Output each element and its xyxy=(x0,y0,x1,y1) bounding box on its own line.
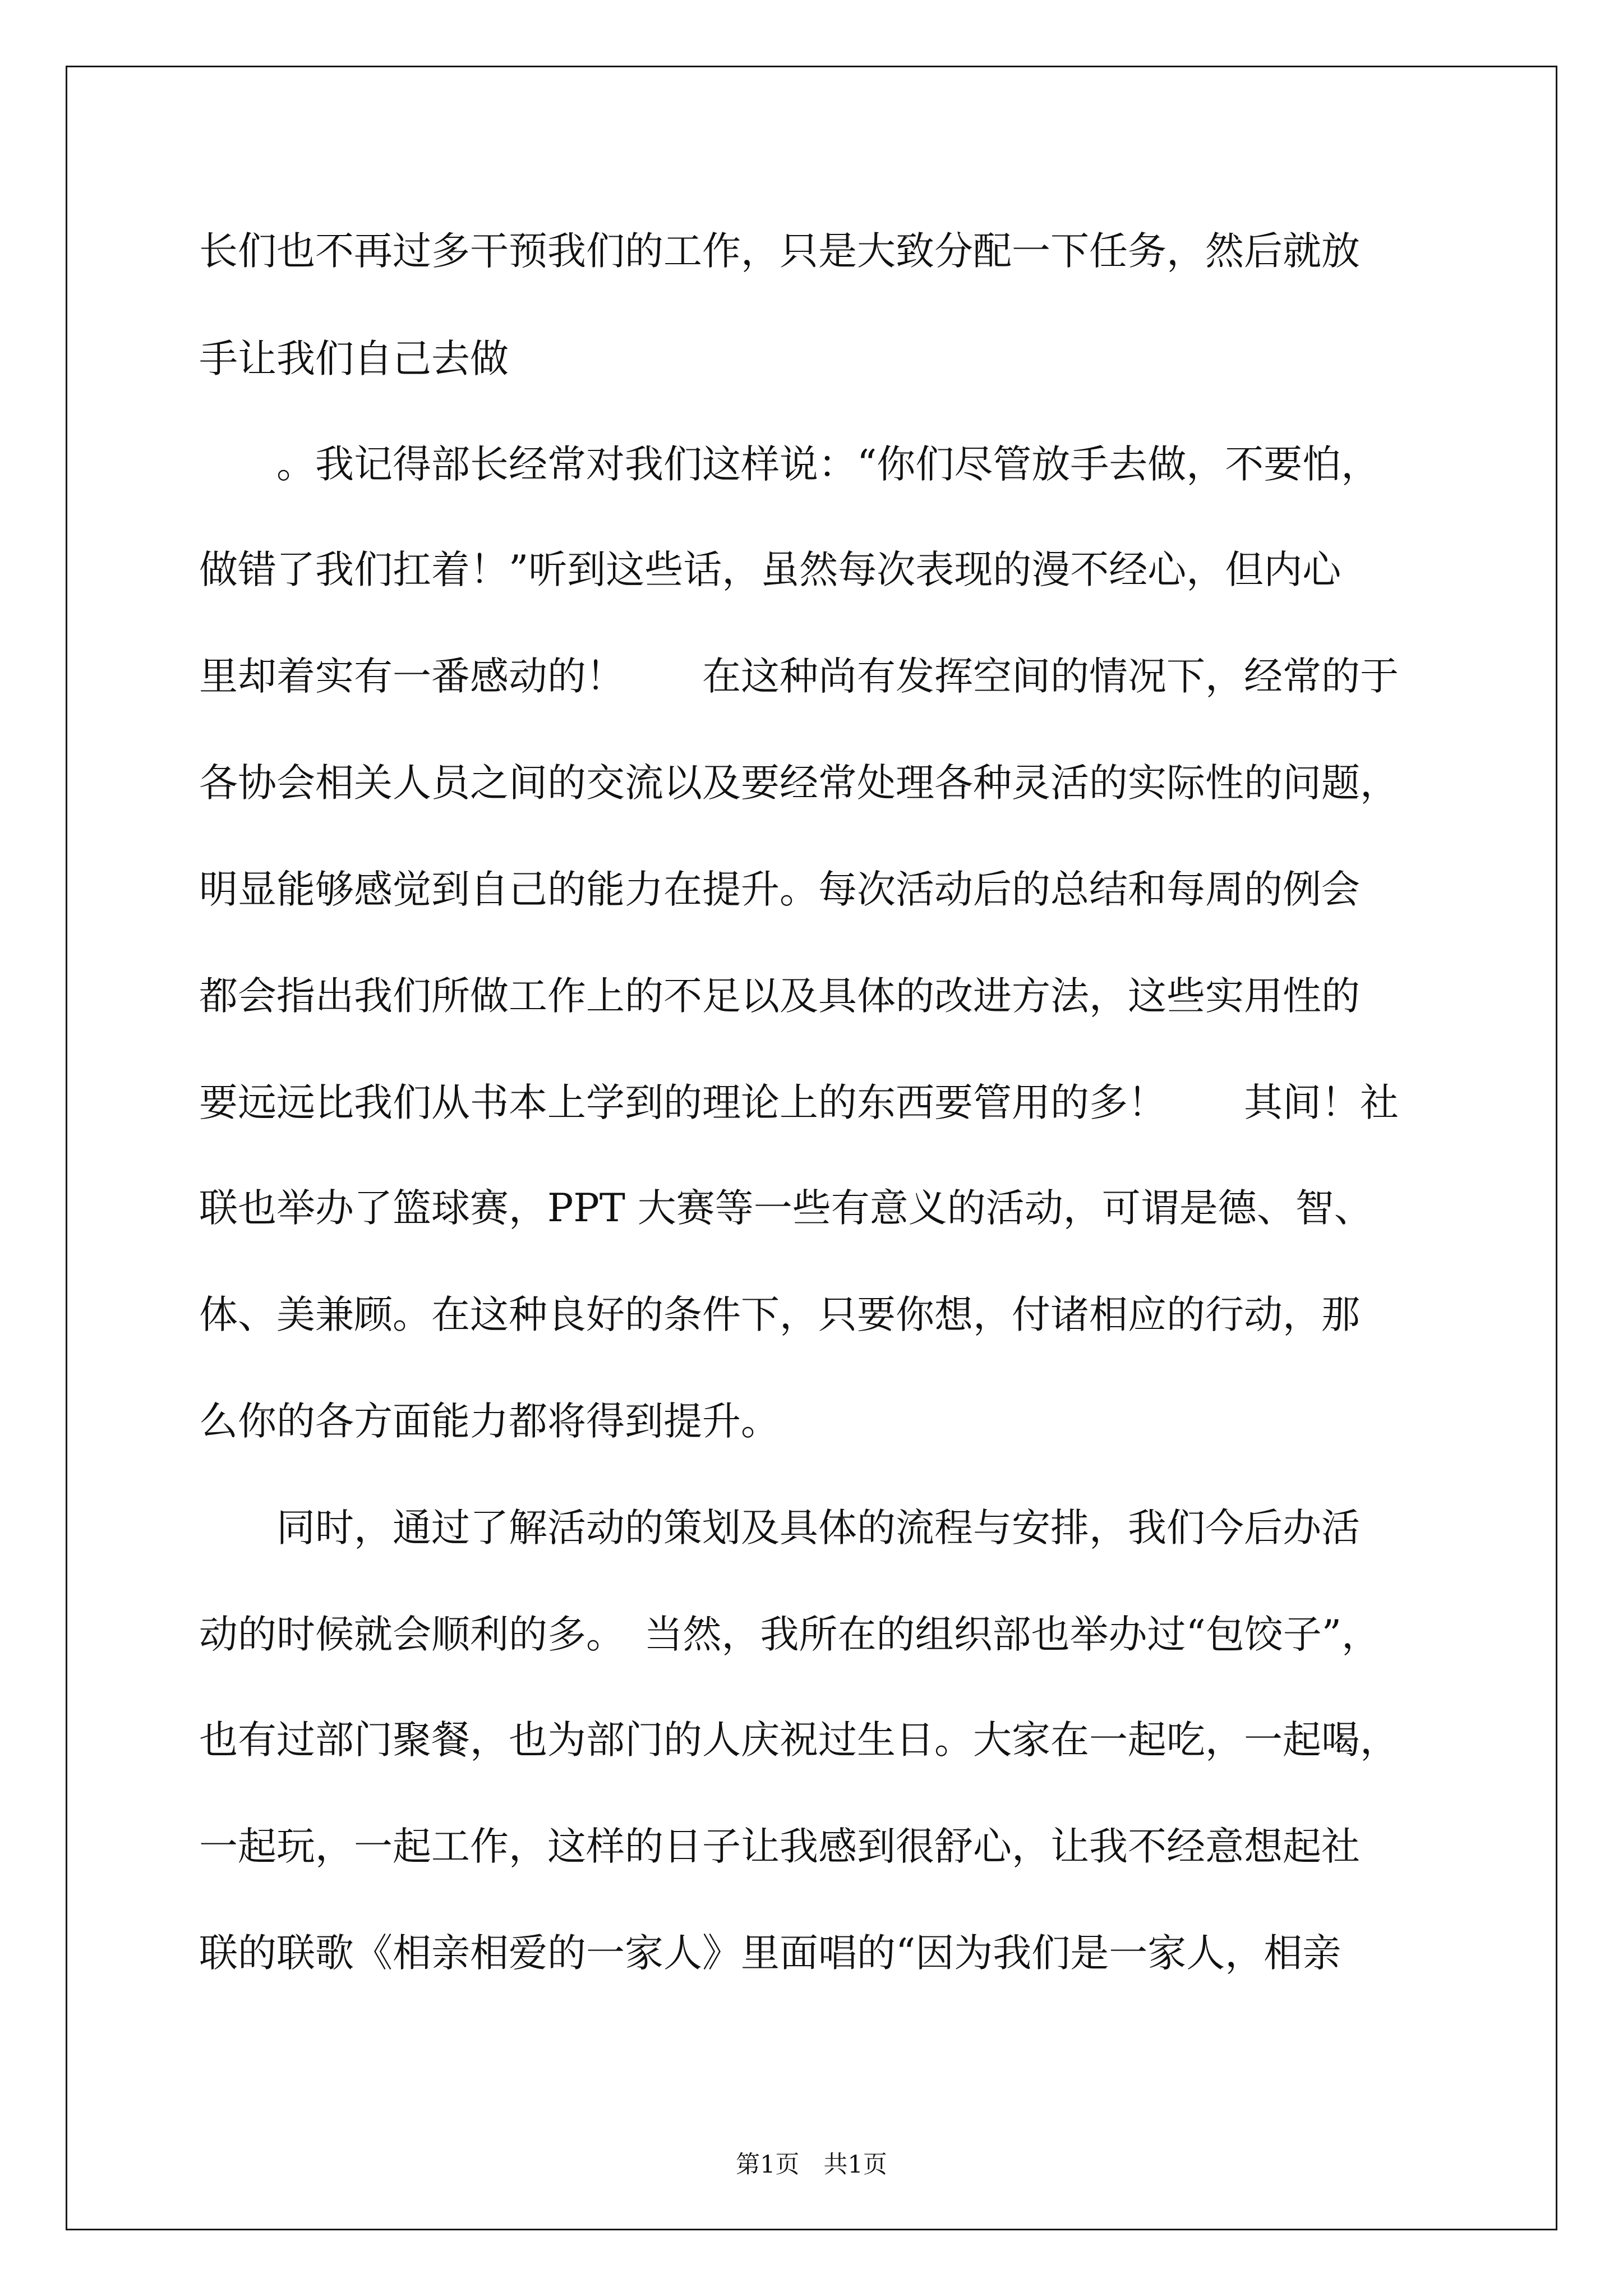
text-line: 都会指出我们所做工作上的不足以及具体的改进方法，这些实用性的 xyxy=(199,974,1360,1019)
text-line: 么你的各方面能力都将得到提升。 xyxy=(199,1399,780,1444)
text-line: 一起玩，一起工作，这样的日子让我感到很舒心，让我不经意想起社 xyxy=(199,1824,1360,1869)
text-line: 做错了我们扛着！”听到这些话，虽然每次表现的漫不经心，但内心 xyxy=(199,547,1341,592)
page-footer: 第1页 共1页 xyxy=(736,2151,887,2179)
text-line: 明显能够感觉到自己的能力在提升。每次活动后的总结和每周的例会 xyxy=(199,867,1360,912)
text-line: 动的时候就会顺利的多。 当然，我所在的组织部也举办过“包饺子”， xyxy=(199,1612,1381,1657)
page-border xyxy=(66,66,1557,2230)
text-line: 各协会相关人员之间的交流以及要经常处理各种灵活的实际性的问题， xyxy=(199,761,1399,806)
text-line: 。我记得部长经常对我们这样说：“你们尽管放手去做，不要怕， xyxy=(199,442,1380,487)
text-line: 同时，通过了解活动的策划及具体的流程与安排，我们今后办活 xyxy=(199,1506,1360,1550)
text-line: 要远远比我们从书本上学到的理论上的东西要管用的多！ 其间！社 xyxy=(199,1080,1399,1125)
text-line: 长们也不再过多干预我们的工作，只是大致分配一下任务，然后就放 xyxy=(199,229,1360,274)
text-line: 手让我们自己去做 xyxy=(199,337,509,381)
text-line: 体、美兼顾。在这种良好的条件下，只要你想，付诸相应的行动，那 xyxy=(199,1292,1360,1337)
text-line: 里却着实有一番感动的！ 在这种尚有发挥空间的情况下，经常的于 xyxy=(199,654,1399,699)
text-line: 联的联歌《相亲相爱的一家人》里面唱的“因为我们是一家人，相亲 xyxy=(199,1931,1341,1976)
text-line: 也有过部门聚餐，也为部门的人庆祝过生日。大家在一起吃，一起喝， xyxy=(199,1718,1399,1763)
text-line: 联也举办了篮球赛，PPT 大赛等一些有意义的活动，可谓是德、智、 xyxy=(199,1186,1373,1231)
